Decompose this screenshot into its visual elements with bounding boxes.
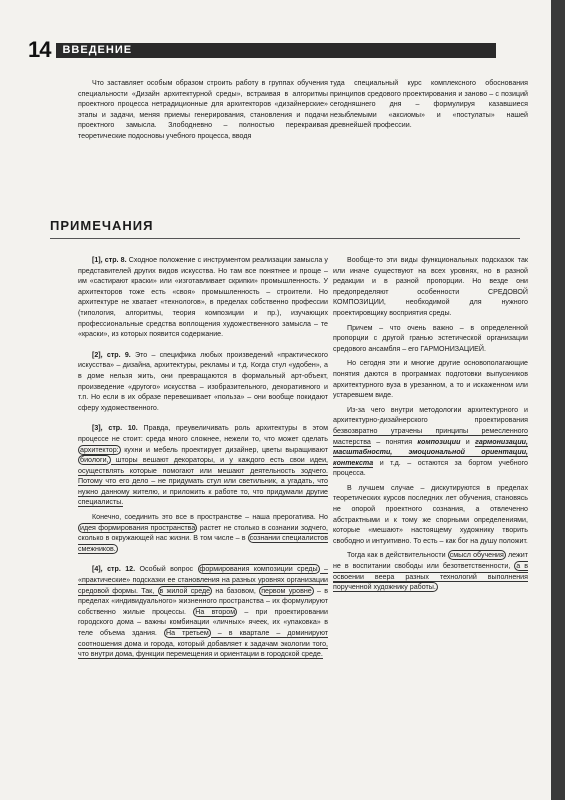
note-text: – в пределах «индивидуального» жизненного пространства – их формулируют собственно жилые процессы. xyxy=(78,586,329,616)
heading-rule xyxy=(50,238,520,239)
note-text: Сходное положение с инструментом реализации замысла у представителей других видов искусства. Но там все понятнее и проще – им «састирают краски» или «изготавливает скрипки» промышленность. У архитекторов тоже есть «своя» промышленность – строители. Но архитектуре не хватает «технологов», в пределах собственно профессии (типология, алгоритмы, теория композиции и пр.), изучающих профессиональные средства воплощения художественного замысла – те «краски», из которых появится содержание. xyxy=(78,256,328,339)
right-paragraph-2: Причем – что очень важно – в определенной пропорции с другой гранью эстетической организации средового ансамбля – его ГАРМОНИЗАЦИЕЙ. xyxy=(333,323,528,353)
intro-left-column xyxy=(78,78,328,146)
pen-circled-phrase: первом уровне xyxy=(261,586,312,595)
intro-paragraph-left: Что заставляет особым образом строить работу в группах обучения специальности «Дизайн архитектурной среды», встраивая в алгоритмы проектного процесса нетрадиционные для архитекторов «дизайнерские» этапы и задачи, меняя приемы генерирования, становления и подачи проектного замысла. Злободневно – полностью перекраивая теоретические подосновы учебного процесса, вводя xyxy=(78,79,328,140)
intro-paragraph-right: туда специальный курс комплексного обоснования принципов средового проектирования и заново – с позиций сегодняшнего дня – формулируя казавшиеся незыблемыми «аксиомы» и «постулаты» нашей древнейшей профессии. xyxy=(330,79,528,130)
note-ref: [1], стр. 8. xyxy=(92,256,127,264)
right-paragraph-1: Вообще-то эти виды функциональных подсказок так или иначе существуют на всех уровнях, но в разной редакции и в разной пропорции. Но везде они предопределяют особенности СРЕДОВОЙ КОМПОЗИЦИИ, необходимой для нужного проектировщику восприятия среды. xyxy=(333,256,528,317)
pen-circled-phrase: На третьем xyxy=(165,629,209,637)
note-text: кухни и мебель проектирует дизайнер, цветы выращивают xyxy=(120,445,328,454)
paragraph-text: лежит не в воспитании свободы или безответственности, xyxy=(333,551,528,571)
right-paragraph-4 xyxy=(333,405,528,479)
right-paragraph-5: В лучшем случае – дискутируются в пределах теоретических курсов последних лет обучения, становясь не опорой проектного сознания, а отвлеченно абстрактными и к тому же спорными определениями, которые «мешают» настоящему художнику творить свободно и интуитивно. То есть – как бог на душу положит. xyxy=(333,483,528,545)
pen-underlined-text: – в квартале – доминируют соотношения дома и города, который добавляет к задачам экологии того, что внутри дома, функции перемещения и ориентации в городской среде. xyxy=(78,629,328,659)
note-ref: [4], стр. 12. xyxy=(92,565,136,574)
pen-circled-phrase: На втором xyxy=(195,607,236,616)
note-text: Это – специфика любых произведений «практического искусства» – дизайна, архитектуры, рекламы и т.д. Когда стул «удобен», а в доме нельзя жить, они превращаются в формальный арт-объект, произведение «другого» искусства – изобразительного, декоративного и т.п. Но если в их образе перевешивает «польза» – они вообще покидают сферу художественного. xyxy=(78,350,328,412)
note-text: Особый вопрос xyxy=(135,565,198,574)
paragraph-text: и xyxy=(460,437,476,446)
paragraph-text: – понятия xyxy=(370,437,418,446)
notes-right-column xyxy=(333,255,528,597)
pen-circled-phrase: формирования композиции среды xyxy=(199,565,318,574)
paragraph-text: Из-за чего внутри методологии архитектурного и архитектурно-дизайнерского проектирования xyxy=(333,405,528,425)
notes-heading-block xyxy=(50,218,520,239)
note-3 xyxy=(78,423,328,554)
pen-circled-phrase: а в освоении веера разных технологий выполнения порученной художнику работы. xyxy=(333,562,528,592)
pen-underlined-text: шторы вешают декораторы, и у каждого есть свои идеи, осуществлять которые помогают или мешают деятельность зодчего. Потому что его дело – не придумать стул или светильник, а угадать, что нужно данному жителю, и приложить к работе то, что придумали другие специалисты. xyxy=(78,456,328,507)
note-2 xyxy=(78,350,328,414)
note-text: Конечно, соединить это все в пространстве – наша прерогатива. Но xyxy=(92,513,328,522)
note-ref: [3], стр. 10. xyxy=(92,424,138,433)
pen-circled-phrase: сознании специалистов смежников. xyxy=(78,534,328,553)
page-header xyxy=(28,38,496,62)
note-text: Правда, преувеличивать роль архитектуры в этом процессе не стоит: среда много сложнее, нежели то, что может сделать xyxy=(78,424,328,443)
pen-underlined-text: – «практические» подсказки ее становления на разных уровнях организации средовой формы. Так, xyxy=(78,565,328,595)
note-text: на базовом, xyxy=(212,586,260,595)
paragraph-text: Тогда как в действительности xyxy=(347,551,448,560)
note-ref: [2], стр. 9. xyxy=(92,350,131,359)
right-paragraph-6 xyxy=(333,550,528,592)
note-text: – при проектировании городского дома – важны комбинации «личных» ячеек, их «упаковка» в теле объема здания. xyxy=(78,607,328,637)
notes-title: ПРИМЕЧАНИЯ xyxy=(50,218,154,233)
note-text: растет не столько в сознании зодчего, сколько в окружающей нас жизни. В том числе – в xyxy=(78,523,328,543)
pen-circled-phrase: смысл обучения xyxy=(449,551,504,560)
pen-underlined-text: безвозвратно утрачены принципы ремесленного мастерства xyxy=(333,426,528,446)
emphasized-term: гармонизации, масштабности, эмоциональной ориентации, контекста xyxy=(333,437,528,467)
note-1 xyxy=(78,255,328,340)
notes-left-column xyxy=(78,255,328,670)
note-4 xyxy=(78,564,328,659)
page-edge xyxy=(551,0,565,800)
pen-circled-word: биологи, xyxy=(80,456,109,465)
pen-circled-word: архитектор: xyxy=(80,445,119,454)
right-paragraph-3: Но сегодня эти и многие другие основополагающие понятия даются в программах подготовки выпускников архитектурного вуза в урезанном, а то и искаженном или устаревшем виде. xyxy=(333,359,528,400)
pen-circled-phrase: в жилой среде xyxy=(159,586,211,595)
section-title-bar: ВВЕДЕНИЕ xyxy=(56,43,496,58)
paragraph-text: и т.д. – остаются за бортом учебного процесса. xyxy=(333,458,528,478)
intro-right-column xyxy=(330,78,528,135)
page-number: 14 xyxy=(28,37,51,62)
pen-circled-phrase: идея формирования пространства xyxy=(80,523,196,532)
emphasized-term: композиции xyxy=(417,437,461,446)
